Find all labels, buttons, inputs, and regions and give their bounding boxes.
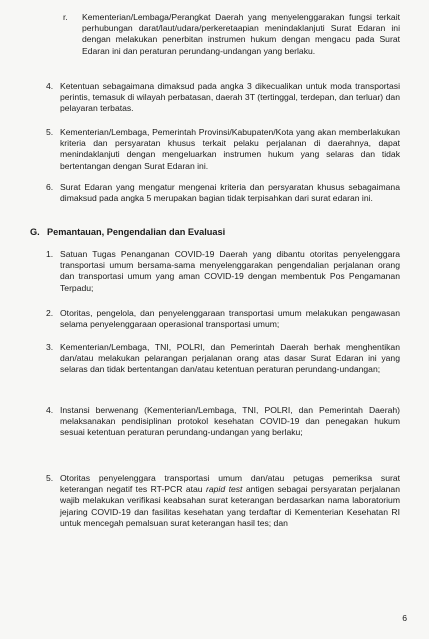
item-marker: 1. [46,249,54,259]
item-marker: r. [63,12,68,22]
item-text-italic: rapid test [206,484,243,495]
item-text [60,473,400,529]
item-text: Surat Edaran yang mengatur mengenai kriteria dan persyaratan khusus sebagaimana dimaksud pada angka 5 merupakan bagian tidak terpisahkan dari surat edaran ini. [60,182,400,204]
item-marker: 3. [46,342,54,352]
item-text: Kementerian/Lembaga, TNI, POLRI, dan Pemerintah Daerah berhak menghentikan dan/atau melakukan pelarangan perjalanan orang atas dasar Surat Edaran ini yang selaras dan tidak bertentangan dan/atau ketentuan peraturan perundang-undangan; [60,342,400,375]
item-text-part: antigen sebagai persyaratan perjalanan wajib melakukan verifikasi keabsahan surat keterangan berdasarkan nama laboratorium jejaring COVID-19 dan fasilitas kesehatan yang terdaftar di Kementerian Kesehatan RI untuk mencegah pemalsuan surat keterangan hasil tes; dan [60,484,400,528]
item-marker: 4. [46,405,54,415]
item-text: Satuan Tugas Penanganan COVID-19 Daerah yang dibantu otoritas penyelenggara transportasi umum bersama-sama menyelenggarakan pengendalian perjalanan orang dan transportasi umum yang aman COVID-19 dengan membentuk Pos Pengamanan Terpadu; [60,249,400,293]
item-marker: 6. [46,182,54,192]
item-text: Ketentuan sebagaimana dimaksud pada angka 3 dikecualikan untuk moda transportasi perintis, temasuk di wilayah perbatasan, daerah 3T (tertinggal, terdepan, dan terluar) dan pelayaran terbatas. [60,81,400,114]
item-marker: 2. [46,308,54,318]
item-text: Instansi berwenang (Kementerian/Lembaga, TNI, POLRI, dan Pemerintah Daerah) melaksanakan pendisiplinan protokol kesehatan COVID-19 dan penegakan hukum sesuai ketentuan peraturan perundang-undangan yang berlaku; [60,405,400,438]
item-marker: 5. [46,127,54,137]
item-text: Kementerian/Lembaga, Pemerintah Provinsi/Kabupaten/Kota yang akan memberlakukan kriteria dan persyaratan khusus terkait pelaku perjalanan di daerahnya, dapat menindaklanjuti dengan mengeluarkan instrumen hukum yang selaras dan tidak bertentangan dengan Surat Edaran ini. [60,127,400,171]
section-marker: G. [30,227,40,237]
item-marker: 4. [46,81,54,91]
page-number: 6 [402,613,407,623]
section-title: Pemantauan, Pengendalian dan Evaluasi [47,227,226,237]
item-text: Otoritas, pengelola, dan penyelenggaraan transportasi umum melakukan pengawasan selama penyelenggaraan operasional transportasi umum; [60,308,400,330]
item-text-part: Otoritas penyelenggara transportasi umum dan/atau petugas pemeriksa surat keterangan negatif tes RT-PCR atau [60,473,400,495]
item-marker: 5. [46,473,54,483]
item-text: Kementerian/Lembaga/Perangkat Daerah yang menyelenggarakan fungsi terkait perhubungan darat/laut/udara/perkeretaapian menindaklanjuti Surat Edaran ini dengan melakukan penerbitan instrumen hukum dengan mengacu pada Surat Edaran ini dan peraturan perundang-undangan yang berlaku. [82,12,400,56]
